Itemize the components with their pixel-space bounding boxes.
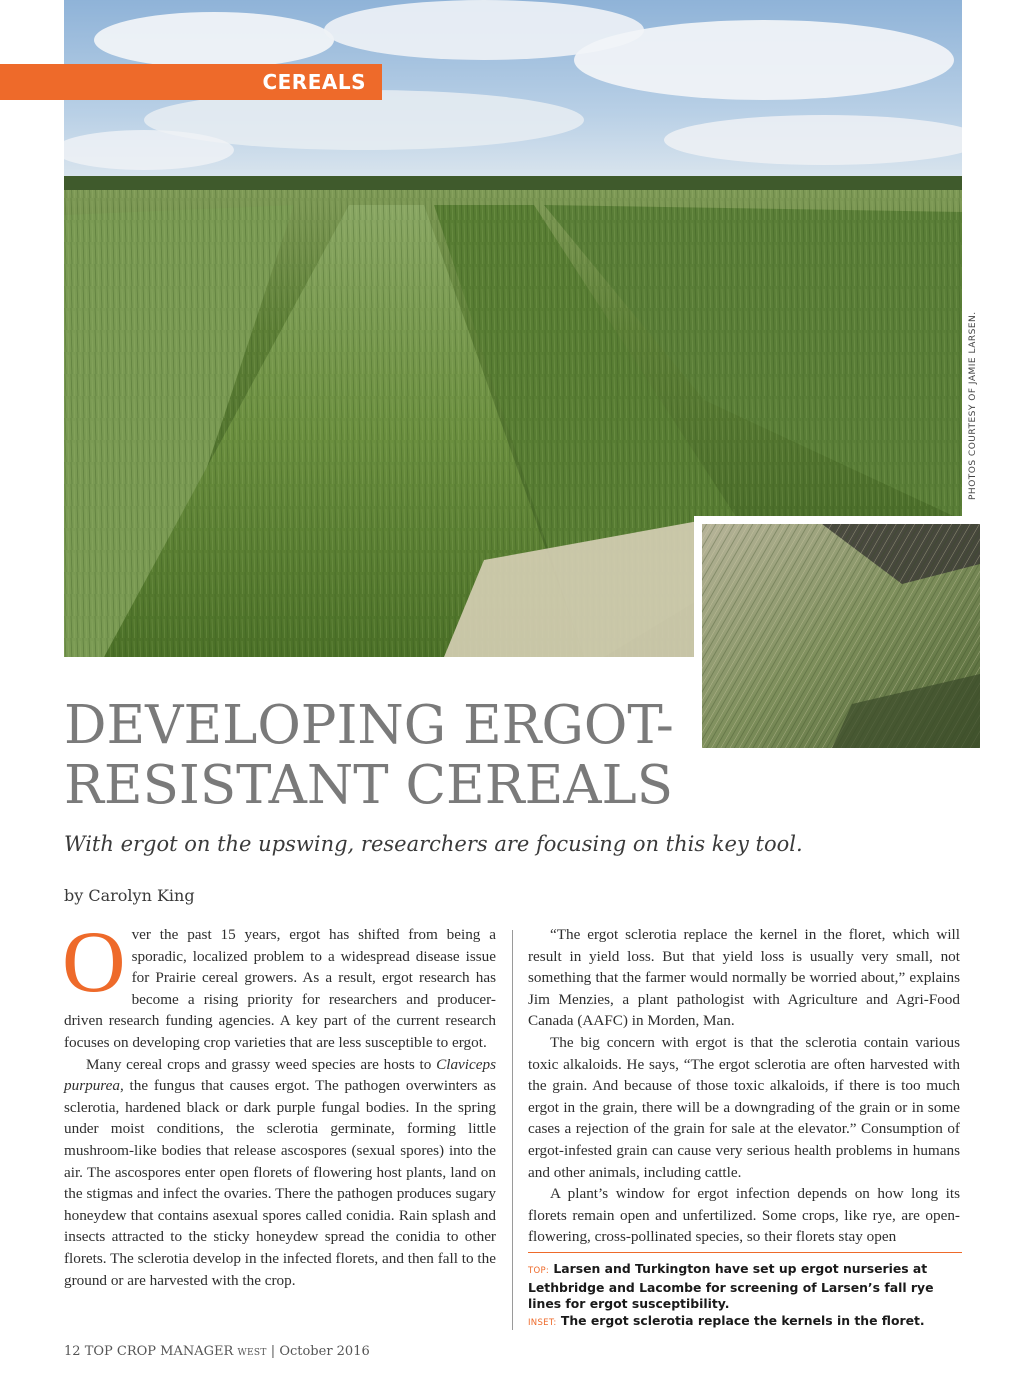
photo-credit: PHOTOS COURTESY OF JAMIE LARSEN. <box>968 311 978 500</box>
paragraph-text: ver the past 15 years, ergot has shifted from being a sporadic, localized problem to a widespread disease issue for Prairie cereal growers. As a result, ergot research has become a rising priority for researchers and producer-driven research funding agencies. A key part of the current research focuses on developing crop varieties that are less susceptible to ergot. <box>64 926 496 1051</box>
issue-date: October 2016 <box>279 1344 370 1359</box>
body-column-right <box>528 924 960 1248</box>
column-divider <box>512 930 513 1330</box>
magazine-edition: WEST <box>237 1348 267 1358</box>
byline: by Carolyn King <box>64 886 195 905</box>
headline-line-2: RESISTANT CEREALS <box>64 755 674 816</box>
paragraph: The big concern with ergot is that the sclerotia contain various toxic alkaloids. He says, “The ergot sclerotia are often harvested with the grain. And because of those toxic alkaloids, if there is too much ergot in the grain, there will be a downgrading of the grain or in some cases a rejection of the grain for sale at the elevator.” Consumption of ergot-infested grain can cause very serious health problems in humans and other animals, including cattle. <box>528 1033 960 1181</box>
page-footer <box>64 1344 370 1359</box>
paragraph-text: Many cereal crops and grassy weed species are hosts to <box>86 1055 437 1073</box>
caption-top-text: Larsen and Turkington have set up ergot nurseries at Lethbridge and Lacombe for screening of Larsen’s fall rye lines for ergot susceptibility. <box>528 1261 934 1311</box>
paragraph: “The ergot sclerotia replace the kernel in the floret, which will result in yield loss. But that yield loss is usually very small, not something that the farmer would normally be worried about,” explains Jim Menzies, a plant pathologist with Agriculture and Agri-Food Canada (AAFC) in Morden, Man. <box>528 926 960 1030</box>
caption-top <box>528 1261 962 1313</box>
deck: With ergot on the upswing, researchers are focusing on this key tool. <box>64 832 803 856</box>
paragraph-text: , the fungus that causes ergot. The pathogen overwinters as sclerotia, hardened black or dark purple fungal bodies. In the spring under moist conditions, the sclerotia germinate, forming little mushroom-like bodies that release ascospores (sexual spores) into the air. The ascospores enter open florets of flowering host plants, land on the stigmas and infect the ovaries. There the pathogen produces sugary honeydew that contains asexual spores called conidia. Rain splash and insects attracted to the sticky honeydew spread the conidia to other florets. The sclerotia develop in the infected florets, and then fall to the ground or are harvested with the crop. <box>64 1077 496 1289</box>
paragraph: A plant’s window for ergot infection depends on how long its florets remain open and unfertilized. Some crops, like rye, are open-flowering, cross-pollinated species, so their florets stay open <box>528 1185 960 1246</box>
section-tag: CEREALS <box>0 64 382 100</box>
caption-top-label: TOP: <box>528 1266 550 1276</box>
magazine-name: TOP CROP MANAGER <box>84 1344 234 1359</box>
photo-caption <box>528 1252 962 1331</box>
caption-inset-text: The ergot sclerotia replace the kernels in the floret. <box>560 1312 925 1328</box>
inset-photo <box>694 516 988 754</box>
drop-cap: O <box>62 914 126 1011</box>
paragraph <box>64 1054 496 1292</box>
page-number: 12 <box>64 1344 81 1359</box>
species-name: Claviceps purpurea <box>64 1055 496 1095</box>
caption-inset <box>528 1313 962 1332</box>
caption-inset-label: INSET: <box>528 1317 557 1328</box>
headline-line-1: DEVELOPING ERGOT- <box>64 695 674 756</box>
footer-separator: | <box>270 1344 276 1359</box>
body-column-left <box>62 914 496 1291</box>
paragraph <box>62 914 496 1054</box>
headline <box>64 696 704 816</box>
